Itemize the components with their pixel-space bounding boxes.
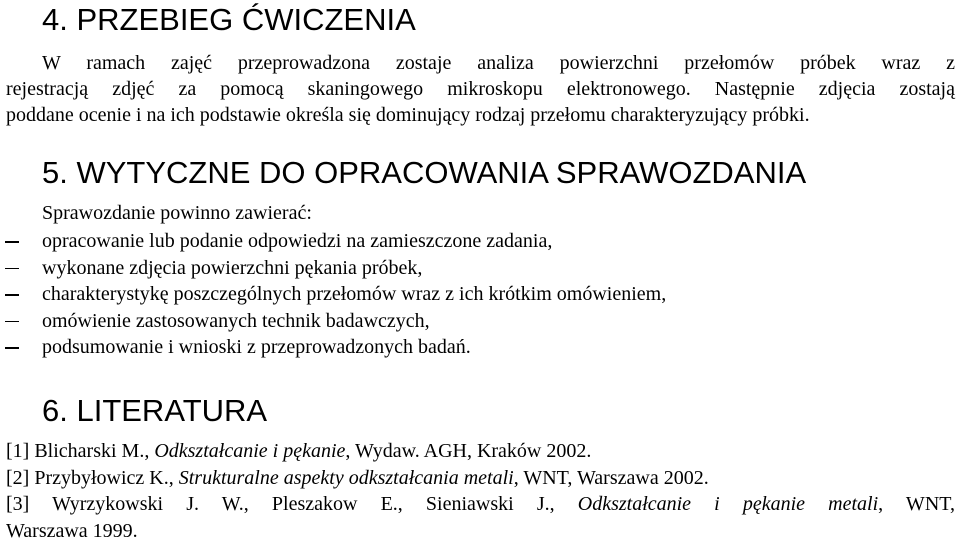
reference-item <box>6 491 955 544</box>
reference-publisher: , WNT, Warszawa 2002. <box>514 467 709 489</box>
list-item-text: podsumowanie i wnioski z przeprowadzonych badań. <box>42 334 471 360</box>
reference-number: [2] <box>6 467 29 489</box>
reference-author: Wyrzykowski J. W., Pleszakow E., Sieniawski J., <box>52 493 555 515</box>
dash-bullet-icon <box>5 321 19 323</box>
reference-author: Blicharski M., <box>34 440 149 462</box>
section-4-heading: 4. PRZEBIEG ĆWICZENIA <box>42 3 416 37</box>
reference-continuation: Warszawa 1999. <box>6 518 955 544</box>
list-item-text: omówienie zastosowanych technik badawczych, <box>42 308 430 334</box>
reference-title: Odkształcanie i pękanie metali <box>578 493 878 515</box>
dash-bullet-icon <box>5 294 19 296</box>
paragraph-line: poddane ocenie i na ich podstawie określa się dominujący rodzaj przełomu charakteryzujący próbki. <box>6 102 955 128</box>
list-item-text: charakterystykę poszczególnych przełomów wraz z ich krótkim omówieniem, <box>42 281 666 307</box>
reference-item <box>6 438 955 465</box>
section-5-heading: 5. WYTYCZNE DO OPRACOWANIA SPRAWOZDANIA <box>42 156 806 190</box>
reference-number: [1] <box>6 440 29 462</box>
reference-title: Strukturalne aspekty odkształcania metali <box>179 467 514 489</box>
reference-number: [3] <box>6 493 29 515</box>
reference-item <box>6 465 955 492</box>
reference-publisher: , Wydaw. AGH, Kraków 2002. <box>345 440 591 462</box>
section-6-heading: 6. LITERATURA <box>42 394 267 428</box>
dash-bullet-icon <box>5 268 19 270</box>
dash-bullet-icon <box>5 347 19 349</box>
section-5-intro: Sprawozdanie powinno zawierać: <box>42 200 312 226</box>
references-list <box>6 438 955 544</box>
list-item-text: wykonane zdjęcia powierzchni pękania próbek, <box>42 255 422 281</box>
reference-title: Odkształcanie i pękanie <box>154 440 345 462</box>
dash-bullet-icon <box>5 241 19 243</box>
list-item-text: opracowanie lub podanie odpowiedzi na zamieszczone zadania, <box>42 228 552 254</box>
paragraph-line: rejestracją zdjęć za pomocą skaningowego mikroskopu elektronowego. Następnie zdjęcia zostają <box>6 76 955 102</box>
paragraph-line: W ramach zajęć przeprowadzona zostaje analiza powierzchni przełomów próbek wraz z <box>6 50 955 76</box>
reference-publisher: , WNT, <box>878 493 955 515</box>
section-4-paragraph <box>6 50 955 128</box>
reference-author: Przybyłowicz K., <box>34 467 173 489</box>
